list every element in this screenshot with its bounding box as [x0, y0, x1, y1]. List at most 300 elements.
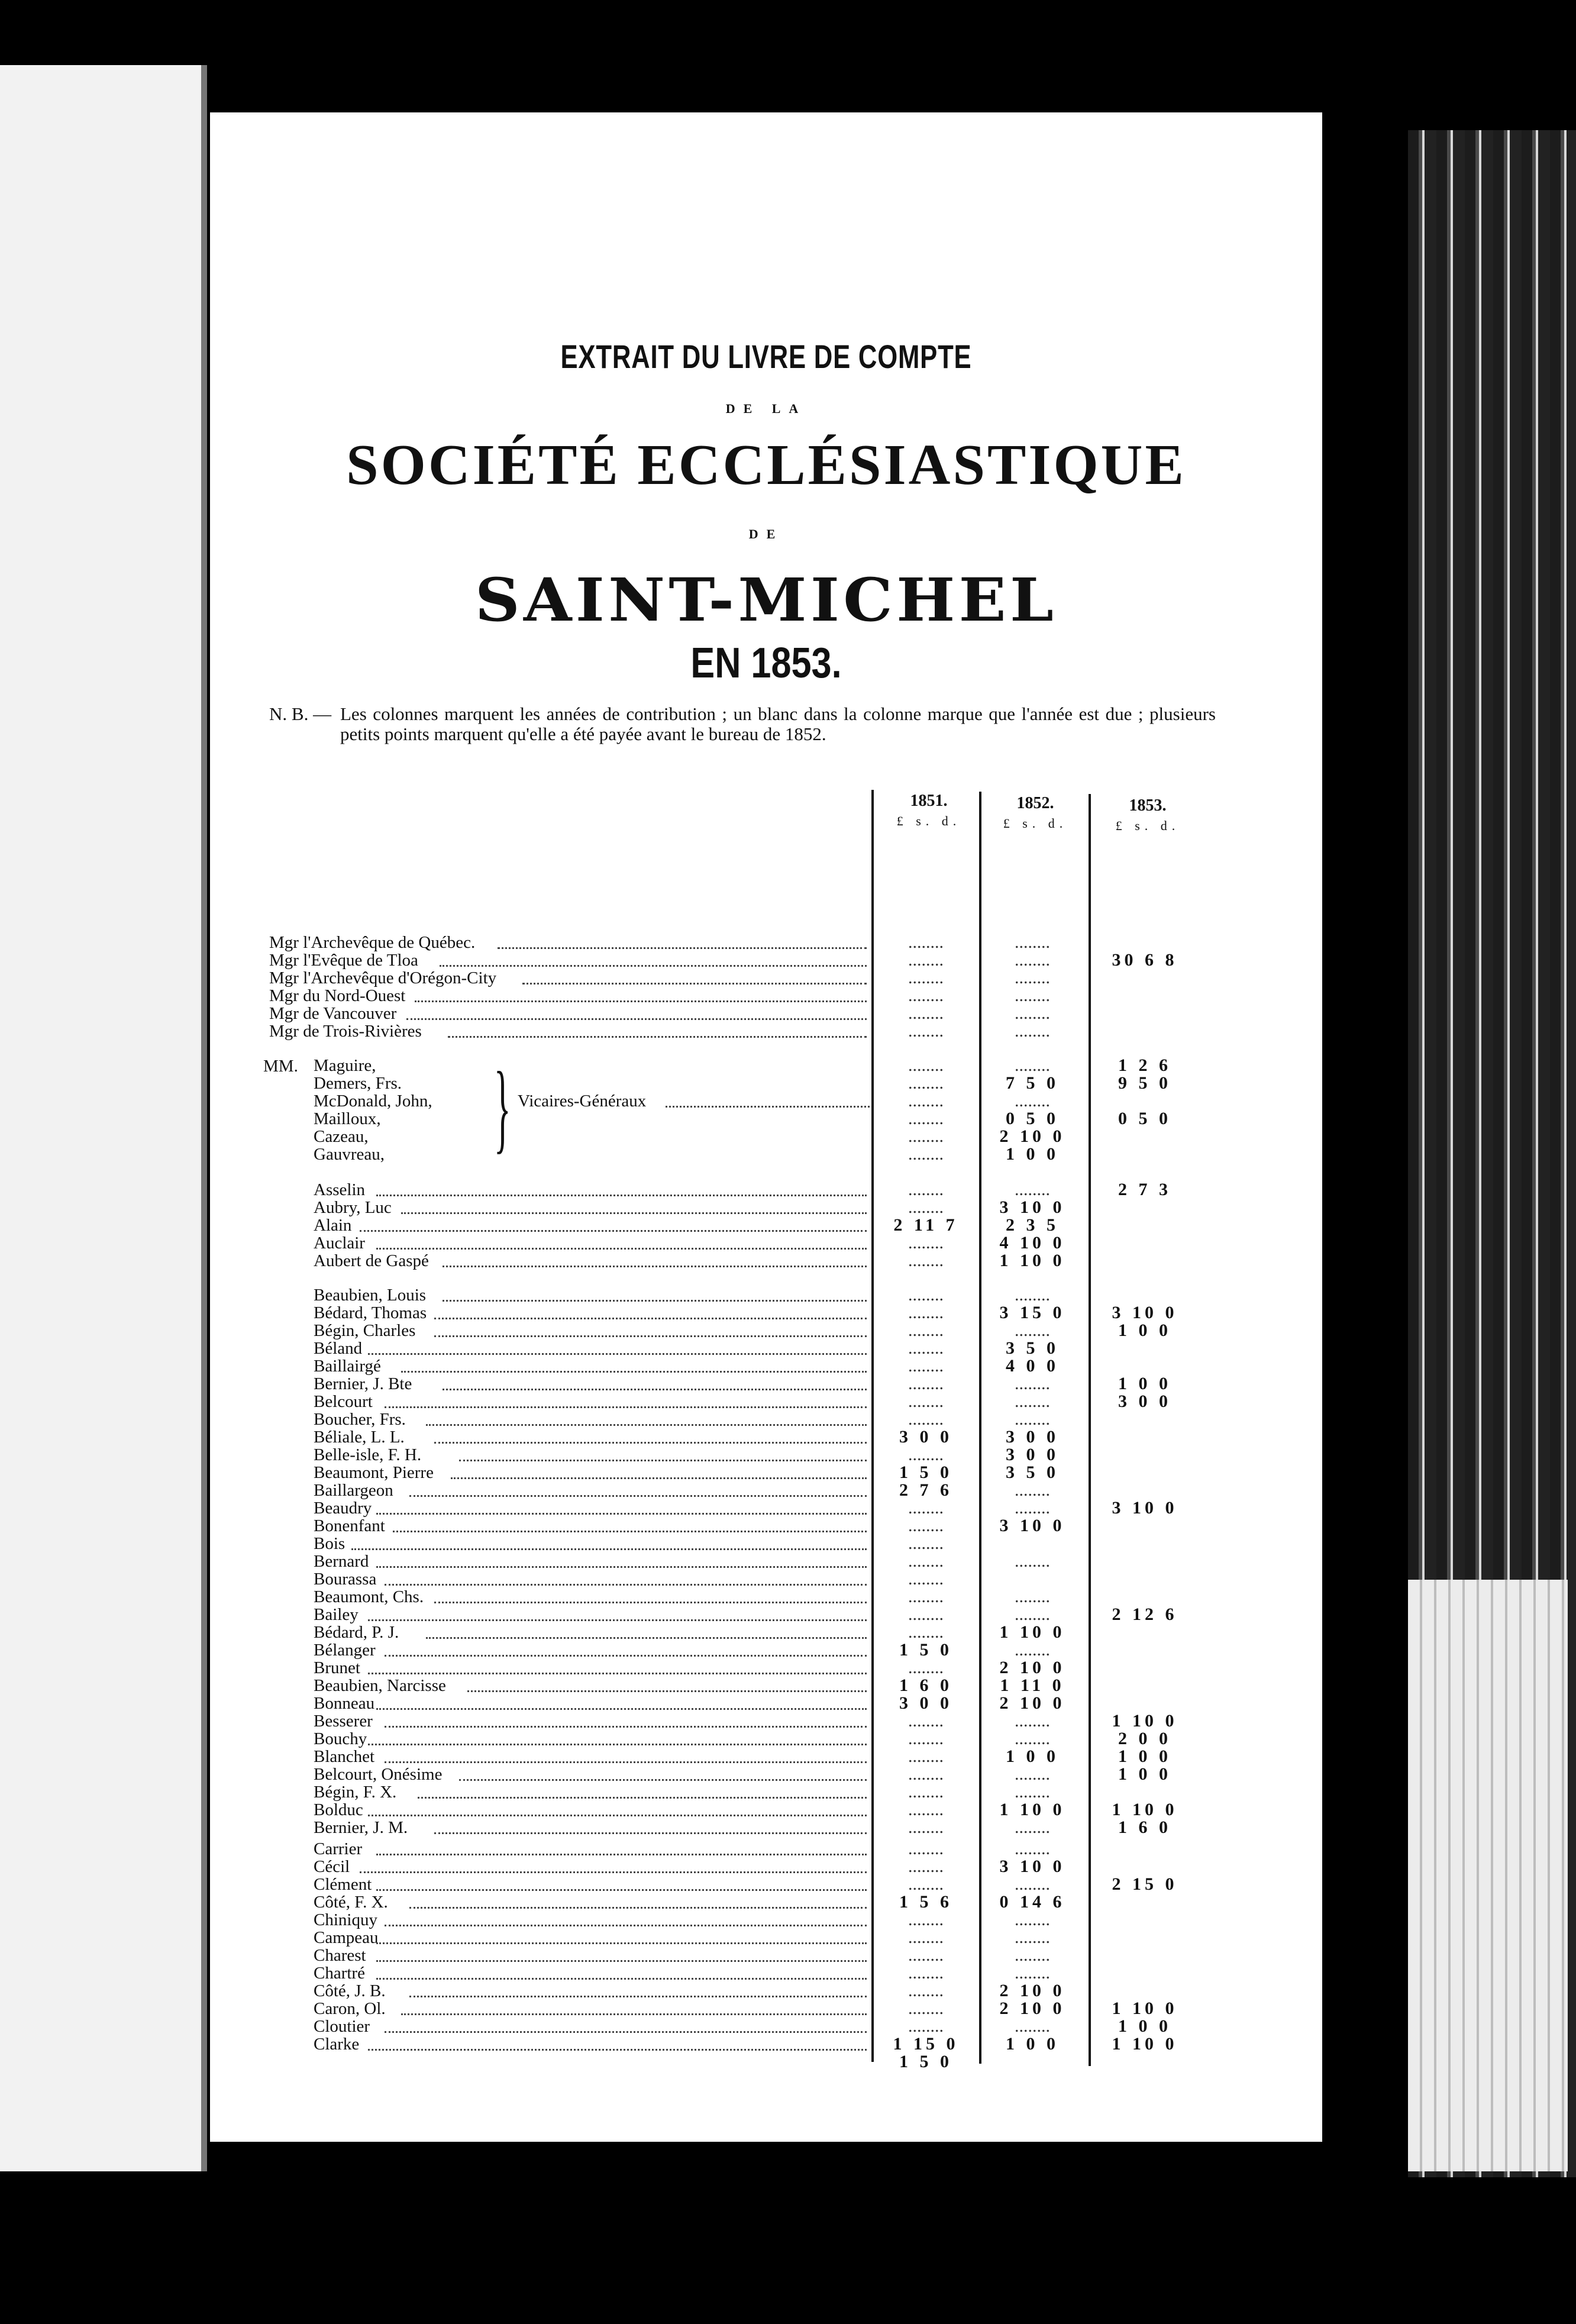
- amount-1851: ........: [908, 1999, 944, 2018]
- amount-1852: ........: [1015, 1374, 1050, 1393]
- contributor-name: Clément: [314, 1875, 372, 1894]
- table-row: [210, 1552, 1322, 1570]
- amount-1852: 3 10 0: [999, 1516, 1065, 1535]
- table-row: [210, 1765, 1322, 1783]
- dot-leader: [434, 1335, 867, 1337]
- amount-1851: ........: [908, 1180, 944, 1199]
- year-1851: 1851.: [910, 792, 948, 810]
- dot-leader: [376, 1566, 867, 1568]
- contributor-name: Mgr de Trois-Rivières: [269, 1022, 422, 1041]
- table-row: [210, 1357, 1322, 1375]
- title-year: EN 1853.: [690, 640, 842, 687]
- contributor-name: Chiniquy: [314, 1910, 377, 1929]
- contributor-name: Mgr de Vancouver: [269, 1004, 397, 1023]
- dot-leader: [443, 1266, 867, 1267]
- amount-1851: ........: [908, 1091, 944, 1111]
- dot-leader: [426, 1637, 867, 1639]
- amount-1852: 2 10 0: [999, 1127, 1065, 1146]
- contributor-name: Belcourt, Onésime: [314, 1765, 443, 1784]
- contributor-name: Bernier, J. Bte: [314, 1374, 412, 1393]
- contributor-name: Mgr l'Archevêque de Québec.: [269, 933, 476, 952]
- amount-1852: 4 10 0: [999, 1233, 1065, 1253]
- amount-1851: 3 0 0: [899, 1427, 952, 1447]
- amount-1852: 1 0 0: [1006, 2034, 1059, 2054]
- contributor-name: Bédard, P. J.: [314, 1623, 399, 1642]
- amount-1851: 2 7 6: [899, 1480, 952, 1500]
- amount-1852: 2 10 0: [999, 1693, 1065, 1713]
- contributor-name: Carrier: [314, 1839, 363, 1858]
- contributor-name: Blanchet: [314, 1747, 375, 1766]
- contributor-name: Baillargeon: [314, 1481, 393, 1500]
- table-row: [210, 1092, 1322, 1110]
- contributor-name: Mgr l'Evêque de Tloa: [269, 951, 418, 970]
- amount-1852: ........: [1015, 1640, 1050, 1660]
- table-row: [210, 951, 1322, 969]
- dot-leader: [368, 1673, 867, 1674]
- amount-1851: ........: [908, 1839, 944, 1858]
- amount-1852: ........: [1015, 1874, 1050, 1894]
- dot-leader: [418, 1797, 867, 1799]
- contributor-name: Cazeau,: [314, 1127, 369, 1146]
- dot-leader: [368, 1353, 867, 1355]
- amount-1853: 1 2 6: [1118, 1056, 1171, 1075]
- amount-1852: ........: [1015, 2016, 1050, 2036]
- amount-1853: 0 5 0: [1118, 1109, 1171, 1128]
- contributor-name: Besserer: [314, 1712, 373, 1731]
- contributor-name: Campeau: [314, 1928, 379, 1947]
- amount-1851: ........: [908, 1587, 944, 1606]
- amount-1852: ........: [1015, 1605, 1050, 1624]
- amount-1851: ........: [908, 986, 944, 1005]
- amount-1852: ........: [1015, 1910, 1050, 1929]
- amount-1851: ........: [908, 968, 944, 987]
- dot-leader: [351, 1548, 867, 1550]
- dot-leader: [385, 1761, 867, 1763]
- dot-leader: [401, 1371, 867, 1373]
- contributor-name: Cloutier: [314, 2017, 370, 2036]
- amount-1852: ........: [1015, 1003, 1050, 1023]
- amount-1851: ........: [908, 1569, 944, 1589]
- amount-1851: ........: [908, 1321, 944, 1340]
- table-row: [210, 1375, 1322, 1393]
- amount-1853: 1 6 0: [1118, 1818, 1171, 1837]
- dot-leader: [498, 947, 867, 949]
- amount-1851: ........: [908, 1516, 944, 1535]
- dot-leader: [434, 1318, 867, 1319]
- contributor-name: Bailey: [314, 1605, 359, 1624]
- table-row: [210, 1858, 1322, 1876]
- amount-1853: 3 10 0: [1112, 1498, 1178, 1518]
- amount-1851: ........: [908, 1073, 944, 1093]
- amount-1851: ........: [908, 1144, 944, 1164]
- table-row: [210, 1410, 1322, 1428]
- amount-1852: ........: [1015, 1945, 1050, 1965]
- table-row: [210, 1712, 1322, 1730]
- table-row: [210, 1464, 1322, 1481]
- dot-leader: [467, 1690, 867, 1692]
- amount-1852: ........: [1015, 1321, 1050, 1340]
- contributor-name: Mgr du Nord-Ouest: [269, 986, 406, 1005]
- amount-1852: 1 11 0: [1000, 1676, 1065, 1695]
- contributor-name: Bourassa: [314, 1570, 377, 1589]
- contributor-name: Belcourt: [314, 1392, 373, 1411]
- dot-leader: [434, 1602, 867, 1603]
- amount-1851: ........: [908, 1857, 944, 1876]
- amount-1851: 1 5 0: [899, 2052, 952, 2071]
- contributor-name: Aubert de Gaspé: [314, 1251, 429, 1270]
- contributor-name: Clarke: [314, 2035, 360, 2054]
- table-row: [210, 1057, 1322, 1074]
- table-row: [210, 1145, 1322, 1163]
- contributor-name: Bouchy: [314, 1729, 367, 1748]
- amount-1852: 3 0 0: [1006, 1445, 1059, 1464]
- amount-1852: ........: [1015, 968, 1050, 987]
- units-1852: £ s. d.: [1003, 816, 1068, 831]
- amount-1852: ........: [1015, 1764, 1050, 1784]
- amount-1851: 1 5 0: [899, 1640, 952, 1660]
- amount-1852: 2 3 5: [1006, 1215, 1059, 1235]
- amount-1851: ........: [908, 1534, 944, 1553]
- amount-1851: ........: [908, 1782, 944, 1802]
- contributor-name: Côté, J. B.: [314, 1981, 386, 2000]
- dot-leader: [360, 1230, 867, 1232]
- amount-1853: 9 5 0: [1118, 1073, 1171, 1093]
- dot-leader: [368, 1815, 867, 1816]
- amount-1853: 1 10 0: [1112, 1711, 1178, 1731]
- amount-1851: ........: [908, 1445, 944, 1464]
- amount-1853: 1 10 0: [1112, 1800, 1178, 1819]
- amount-1852: ........: [1015, 1480, 1050, 1500]
- amount-1852: 1 10 0: [999, 1251, 1065, 1270]
- note-lead: N. B. —: [269, 703, 332, 724]
- amount-1852: ........: [1015, 1729, 1050, 1748]
- contributor-name: Chartré: [314, 1964, 365, 1983]
- amount-1851: 1 15 0: [893, 2034, 959, 2054]
- amount-1853: 1 0 0: [1118, 1321, 1171, 1340]
- amount-1853: 1 0 0: [1118, 2016, 1171, 2036]
- table-row: [210, 1840, 1322, 1858]
- contributor-name: Bonenfant: [314, 1516, 385, 1535]
- contributor-name: Maguire,: [314, 1056, 376, 1075]
- amount-1852: 2 10 0: [999, 1981, 1065, 2000]
- table-row: [210, 1929, 1322, 1947]
- amount-1852: 0 14 6: [999, 1892, 1065, 1912]
- amount-1851: ........: [908, 1711, 944, 1731]
- amount-1852: 3 0 0: [1006, 1427, 1059, 1447]
- table-row: [210, 1801, 1322, 1819]
- dot-leader: [409, 1495, 867, 1497]
- table-row: [210, 1677, 1322, 1694]
- amount-1851: ........: [908, 2016, 944, 2036]
- amount-1851: ........: [908, 1338, 944, 1358]
- amount-1853: 1 10 0: [1112, 1999, 1178, 2018]
- contributor-name: Bonneau: [314, 1694, 375, 1713]
- amount-1851: ........: [908, 1233, 944, 1253]
- amount-1852: ........: [1015, 1782, 1050, 1802]
- amount-1851: ........: [908, 1127, 944, 1146]
- contributor-name: Cécil: [314, 1857, 350, 1876]
- amount-1851: ........: [908, 1356, 944, 1376]
- dot-leader: [376, 1854, 867, 1855]
- dot-leader: [376, 1513, 867, 1515]
- table-row: [210, 1730, 1322, 1748]
- amount-1851: ........: [908, 1551, 944, 1571]
- vicaires-label: Vicaires-Généraux: [518, 1092, 647, 1111]
- table-row: [210, 969, 1322, 987]
- amount-1851: ........: [908, 1764, 944, 1784]
- table-row: [210, 1694, 1322, 1712]
- table-row: [210, 1748, 1322, 1765]
- contributor-name: Béland: [314, 1339, 363, 1358]
- amount-1852: ........: [1015, 1551, 1050, 1571]
- table-row: [210, 1339, 1322, 1357]
- table-row: [210, 1623, 1322, 1641]
- dot-leader: [385, 2031, 867, 2033]
- amount-1852: 1 0 0: [1006, 1747, 1059, 1766]
- table-row: [210, 1947, 1322, 1964]
- amount-1851: ........: [908, 1109, 944, 1128]
- dot-leader: [401, 1212, 867, 1214]
- amount-1851: ........: [908, 1874, 944, 1894]
- table-row: [210, 1641, 1322, 1659]
- year-1853: 1853.: [1129, 796, 1167, 815]
- amount-1851: ........: [908, 1285, 944, 1305]
- contributor-name: Gauvreau,: [314, 1145, 385, 1164]
- amount-1853: 1 0 0: [1118, 1764, 1171, 1784]
- table-row: [210, 934, 1322, 951]
- dot-leader: [451, 1477, 867, 1479]
- contributor-name: Caron, Ol.: [314, 1999, 386, 2018]
- amount-1852: ........: [1015, 1056, 1050, 1075]
- amount-1851: 2 11 7: [893, 1215, 958, 1235]
- brace-icon: }: [494, 1051, 511, 1163]
- amount-1853: 2 0 0: [1118, 1729, 1171, 1748]
- amount-1851: 1 5 0: [899, 1463, 952, 1482]
- table-row: [210, 1659, 1322, 1677]
- amount-1852: 3 5 0: [1006, 1338, 1059, 1358]
- table-row: [210, 1517, 1322, 1535]
- table-row: [210, 1819, 1322, 1836]
- amount-1851: ........: [908, 1056, 944, 1075]
- amount-1853: 2 7 3: [1118, 1180, 1171, 1199]
- table-row: [210, 2053, 1322, 2071]
- contributor-name: Baillairgé: [314, 1357, 381, 1376]
- dot-leader: [434, 1832, 867, 1834]
- amount-1852: ........: [1015, 986, 1050, 1005]
- amount-1851: ........: [908, 1963, 944, 1983]
- amount-1852: 0 5 0: [1006, 1109, 1059, 1128]
- amount-1853: 1 0 0: [1118, 1374, 1171, 1393]
- contributor-name: Brunet: [314, 1658, 360, 1677]
- amount-1851: ........: [908, 1981, 944, 2000]
- dot-leader: [360, 1871, 867, 1873]
- table-row: [210, 1783, 1322, 1801]
- contributor-name: Beaumont, Chs.: [314, 1587, 424, 1606]
- table-row: [210, 1481, 1322, 1499]
- table-row: [210, 1911, 1322, 1929]
- amount-1853: 2 12 6: [1112, 1605, 1178, 1624]
- title-extrait: EXTRAIT DU LIVRE DE COMPTE: [560, 338, 972, 375]
- amount-1852: ........: [1015, 1839, 1050, 1858]
- amount-1851: ........: [908, 1658, 944, 1677]
- amount-1852: 2 10 0: [999, 1658, 1065, 1677]
- table-row: [210, 1876, 1322, 1893]
- dot-leader: [448, 1036, 867, 1038]
- dot-leader: [393, 1531, 867, 1532]
- amount-1852: ........: [1015, 1392, 1050, 1411]
- table-row: [210, 1393, 1322, 1410]
- amount-1852: 7 5 0: [1006, 1073, 1059, 1093]
- table-row: [210, 1199, 1322, 1216]
- note-block: [269, 704, 1216, 744]
- title-saint-michel: SAINT-MICHEL: [474, 565, 1058, 635]
- table-row: [210, 1005, 1322, 1022]
- amount-1852: 3 10 0: [999, 1197, 1065, 1217]
- amount-1852: ........: [1015, 1711, 1050, 1731]
- table-row: [210, 1216, 1322, 1234]
- amount-1851: ........: [908, 1021, 944, 1041]
- table-row: [210, 1128, 1322, 1145]
- contributor-name: Beaumont, Pierre: [314, 1463, 434, 1482]
- amount-1851: ........: [908, 950, 944, 970]
- amount-1853: 1 0 0: [1118, 1747, 1171, 1766]
- table-row: [210, 2018, 1322, 2035]
- amount-1852: ........: [1015, 1021, 1050, 1041]
- amount-1852: 1 0 0: [1006, 1144, 1059, 1164]
- table-row: [210, 1074, 1322, 1092]
- amount-1852: ........: [1015, 1409, 1050, 1429]
- dot-leader: [385, 1925, 867, 1926]
- amount-1852: ........: [1015, 1091, 1050, 1111]
- dot-leader: [409, 1907, 867, 1909]
- amount-1851: ........: [908, 1003, 944, 1023]
- amount-1851: ........: [908, 1945, 944, 1965]
- year-1852: 1852.: [1016, 794, 1054, 812]
- contributor-name: Beaubien, Narcisse: [314, 1676, 446, 1695]
- mm-label: MM.: [263, 1057, 298, 1076]
- amount-1851: 1 6 0: [899, 1676, 952, 1695]
- table-row: [210, 2000, 1322, 2018]
- table-row: [210, 987, 1322, 1005]
- table-row: [210, 1499, 1322, 1517]
- amount-1852: 3 5 0: [1006, 1463, 1059, 1482]
- amount-1852: ........: [1015, 1928, 1050, 1947]
- amount-1851: ........: [908, 1374, 944, 1393]
- table-row: [210, 1304, 1322, 1322]
- table-row: [210, 1446, 1322, 1464]
- table-row: [210, 1428, 1322, 1446]
- amount-1852: 1 10 0: [999, 1800, 1065, 1819]
- contributor-name: Asselin: [314, 1180, 365, 1199]
- dot-leader: [376, 1195, 867, 1196]
- amount-1852: 3 10 0: [999, 1857, 1065, 1876]
- contributor-name: Auclair: [314, 1234, 365, 1253]
- contributor-name: McDonald, John,: [314, 1092, 432, 1111]
- contributor-name: Bernier, J. M.: [314, 1818, 408, 1837]
- dot-leader: [415, 1000, 867, 1002]
- amount-1851: ........: [908, 1251, 944, 1270]
- amount-1851: ........: [908, 1928, 944, 1947]
- amount-1851: ........: [908, 932, 944, 952]
- dot-leader: [368, 1619, 867, 1621]
- dot-leader: [459, 1460, 867, 1461]
- table-row: [210, 1110, 1322, 1128]
- table-row: [210, 1322, 1322, 1339]
- table-row: [210, 1606, 1322, 1623]
- contributor-name: Béliale, L. L.: [314, 1428, 405, 1447]
- amount-1852: ........: [1015, 932, 1050, 952]
- title-de-la: DE LA: [725, 401, 807, 416]
- dot-leader: [401, 2013, 867, 2015]
- units-1851: £ s. d.: [896, 814, 961, 828]
- amount-1852: ........: [1015, 1963, 1050, 1983]
- amount-1851: ........: [908, 1800, 944, 1819]
- contributor-name: Aubry, Luc: [314, 1198, 392, 1217]
- amount-1851: ........: [908, 1498, 944, 1518]
- amount-1851: ........: [908, 1910, 944, 1929]
- amount-1851: ........: [908, 1622, 944, 1642]
- dot-leader: [368, 2049, 867, 2051]
- amount-1851: 3 0 0: [899, 1693, 952, 1713]
- amount-1853: 3 0 0: [1118, 1392, 1171, 1411]
- contributor-name: Bolduc: [314, 1800, 363, 1819]
- contributor-name: Bégin, Charles: [314, 1321, 416, 1340]
- dot-leader: [385, 1655, 867, 1657]
- amount-1851: ........: [908, 1409, 944, 1429]
- amount-1852: ........: [1015, 1285, 1050, 1305]
- amount-1852: ........: [1015, 1498, 1050, 1518]
- note-text: Les colonnes marquent les années de contribution ; un blanc dans la colonne marque que l'année est due ; plusieurs petits points marquent qu'elle a été payée avant le bureau de 1852.: [340, 703, 1216, 744]
- document-page: [210, 112, 1322, 2142]
- amount-1853: 1 10 0: [1112, 2034, 1178, 2054]
- amount-1852: ........: [1015, 1587, 1050, 1606]
- contributor-name: Beaubien, Louis: [314, 1286, 427, 1305]
- dot-leader: [376, 1978, 867, 1980]
- contributor-name: Boucher, Frs.: [314, 1410, 406, 1429]
- table-row: [210, 1252, 1322, 1270]
- title-societe: SOCIÉTÉ ECCLÉSIASTIQUE: [346, 433, 1186, 497]
- contributor-name: Alain: [314, 1216, 352, 1235]
- contributor-name: Bégin, F. X.: [314, 1783, 397, 1802]
- amount-1852: 4 0 0: [1006, 1356, 1059, 1376]
- dot-leader: [385, 1584, 867, 1586]
- dot-leader: [434, 1442, 867, 1444]
- amount-1851: 1 5 6: [899, 1892, 952, 1912]
- units-1853: £ s. d.: [1115, 818, 1180, 833]
- dot-leader: [376, 1889, 867, 1891]
- contributor-name: Mgr l'Archevêque d'Orégon-City: [269, 969, 497, 987]
- amount-1852: ........: [1015, 1180, 1050, 1199]
- contributor-name: Bois: [314, 1534, 345, 1553]
- table-row: [210, 1535, 1322, 1552]
- dot-leader: [409, 1996, 867, 1997]
- contributor-name: Demers, Frs.: [314, 1074, 402, 1093]
- dot-leader: [443, 1389, 867, 1390]
- dot-leader: [376, 1708, 867, 1710]
- contributor-name: Bernard: [314, 1552, 369, 1571]
- table-row: [210, 1234, 1322, 1252]
- amount-1851: ........: [908, 1197, 944, 1217]
- amount-1852: 3 15 0: [999, 1303, 1065, 1322]
- contributor-name: Bédard, Thomas: [314, 1303, 427, 1322]
- table-row: [210, 1286, 1322, 1304]
- title-de: DE: [748, 527, 784, 541]
- contributor-name: Charest: [314, 1946, 366, 1965]
- facing-page-edge: [0, 65, 207, 2171]
- amount-1852: ........: [1015, 1818, 1050, 1837]
- dot-leader: [376, 1248, 867, 1250]
- dot-leader: [443, 1300, 867, 1302]
